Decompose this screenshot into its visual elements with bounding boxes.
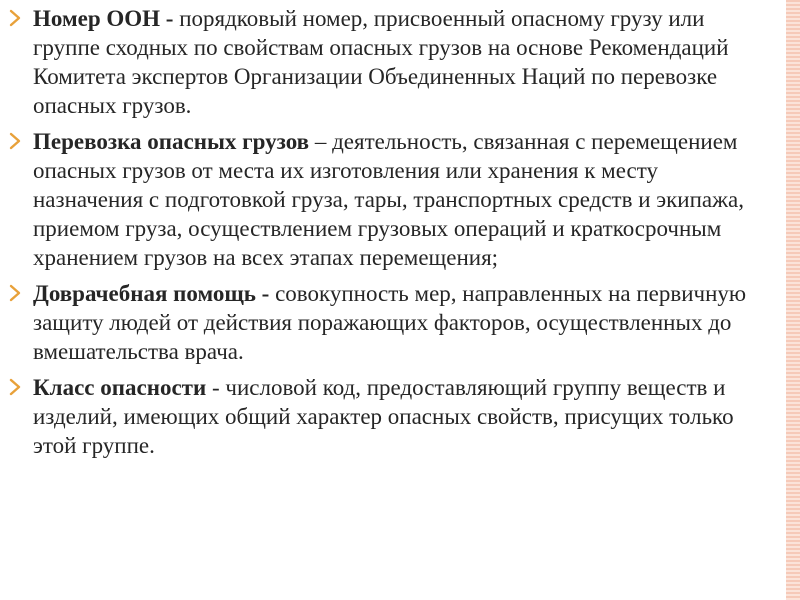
bullet-arrow-icon (8, 131, 22, 151)
definition-item (0, 279, 770, 366)
bullet-arrow-icon (8, 377, 22, 397)
definition-term: Класс опасности (33, 375, 207, 400)
definition-term: Номер ООН - (33, 6, 174, 31)
definition-term: Перевозка опасных грузов (33, 129, 310, 154)
bullet-arrow-icon (8, 8, 22, 28)
definition-term: Доврачебная помощь - (33, 281, 270, 306)
definition-text: - числовой код, предоставляющий группу веществ и изделий, имеющих общий характер опасных свойств, присущих только этой группе. (33, 375, 734, 458)
definition-item (0, 4, 770, 120)
decorative-stripe (786, 0, 800, 600)
bullet-arrow-icon (8, 283, 22, 303)
definition-text: порядковый номер, присвоенный опасному грузу или группе сходных по свойствам опасных грузов на основе Рекомендаций Комитета экспертов Организации Объединенных Наций по перевозке опасных грузов. (33, 6, 729, 118)
definition-text: – деятельность, связанная с перемещением опасных грузов от места их изготовления или хранения к месту назначения с подготовкой груза, тары, транспортных средств и экипажа, приемом груза, осуществлением грузовых операций и краткосрочным хранением грузов на всех этапах перемещения; (33, 129, 744, 270)
definition-item (0, 127, 770, 272)
definition-item (0, 373, 770, 460)
definition-text: совокупность мер, направленных на первичную защиту людей от действия поражающих факторов, осуществленных до вмешательства врача. (33, 281, 747, 364)
